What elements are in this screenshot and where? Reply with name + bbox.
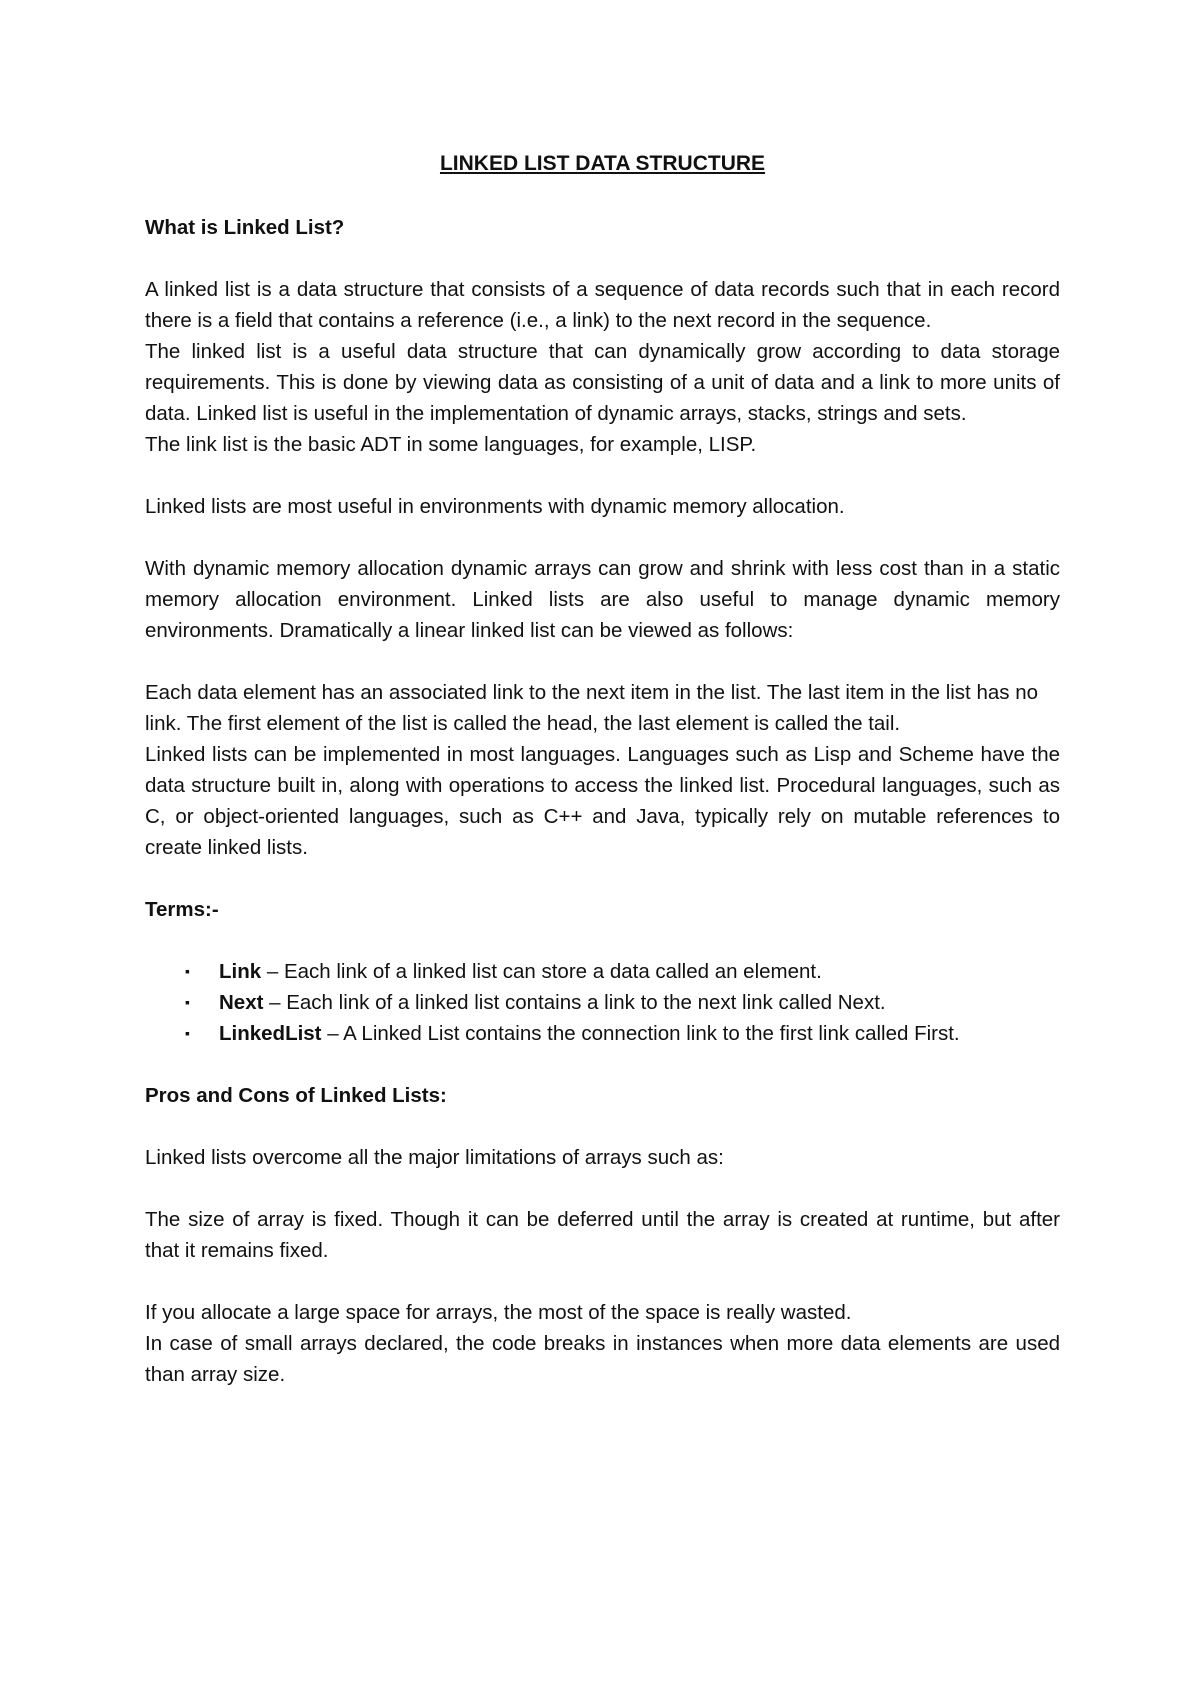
paragraph-small-arrays: In case of small arrays declared, the code breaks in instances when more data elements are used than array size.	[145, 1332, 1060, 1386]
spacer	[145, 1173, 1060, 1204]
paragraph-wasted-space: If you allocate a large space for arrays, the most of the space is really wasted.	[145, 1301, 852, 1324]
paragraph-adt: The link list is the basic ADT in some languages, for example, LISP.	[145, 433, 757, 456]
bullet-icon: ▪	[185, 994, 190, 1010]
paragraph-fixed-size: The size of array is fixed. Though it can be deferred until the array is created at runtime, but after that it remains fixed.	[145, 1208, 1060, 1262]
paragraph-languages: Linked lists can be implemented in most languages. Languages such as Lisp and Scheme have the data structure built in, along with operations to access the linked list. Procedural languages, such as C, or object-oriented languages, such as C++ and Java, typically rely on mutable references to create linked lists.	[145, 743, 1060, 859]
paragraph-dynamic-memory: With dynamic memory allocation dynamic arrays can grow and shrink with less cost than in a static memory allocation environment. Linked lists are also useful to manage dynamic memory environments. Dramatically a linear linked list can be viewed as follows:	[145, 557, 1060, 642]
list-item	[185, 956, 1060, 987]
document-page	[145, 148, 1060, 1390]
spacer	[145, 646, 1060, 677]
spacer	[145, 460, 1060, 491]
spacer	[145, 243, 1060, 274]
spacer	[145, 522, 1060, 553]
page-title: LINKED LIST DATA STRUCTURE	[439, 152, 766, 175]
bullet-icon: ▪	[185, 963, 190, 979]
section-heading-terms: Terms:-	[145, 898, 219, 921]
spacer	[145, 925, 1060, 956]
term-description: – Each link of a linked list contains a link to the next link called Next.	[263, 991, 886, 1014]
section-heading-pros-cons: Pros and Cons of Linked Lists:	[145, 1084, 447, 1107]
term-name: Link	[219, 960, 262, 983]
paragraph-limitations: Linked lists overcome all the major limitations of arrays such as:	[145, 1146, 724, 1169]
spacer	[145, 1111, 1060, 1142]
list-item	[185, 1018, 1060, 1049]
term-name: LinkedList	[219, 1022, 322, 1045]
paragraph-definition: A linked list is a data structure that consists of a sequence of data records such that in each record there is a field that contains a reference (i.e., a link) to the next record in the sequence.	[145, 278, 1060, 332]
paragraph-usefulness: The linked list is a useful data structure that can dynamically grow according to data storage requirements. This is done by viewing data as consisting of a unit of data and a link to more units of data. Linked list is useful in the implementation of dynamic arrays, stacks, strings and sets.	[145, 340, 1060, 425]
term-name: Next	[219, 991, 264, 1014]
term-description: – A Linked List contains the connection link to the first link called First.	[321, 1022, 960, 1045]
paragraph-environments: Linked lists are most useful in environments with dynamic memory allocation.	[145, 495, 845, 518]
spacer	[145, 1049, 1060, 1080]
paragraph-data-element: Each data element has an associated link to the next item in the list. The last item in the list has no link. The first element of the list is called the head, the last element is called the tail.	[145, 681, 1039, 735]
spacer	[145, 1266, 1060, 1297]
term-description: – Each link of a linked list can store a data called an element.	[261, 960, 822, 983]
spacer	[145, 863, 1060, 894]
bullet-icon: ▪	[185, 1025, 190, 1041]
section-heading-what-is: What is Linked List?	[145, 216, 345, 239]
terms-list	[145, 956, 1060, 1049]
list-item	[185, 987, 1060, 1018]
